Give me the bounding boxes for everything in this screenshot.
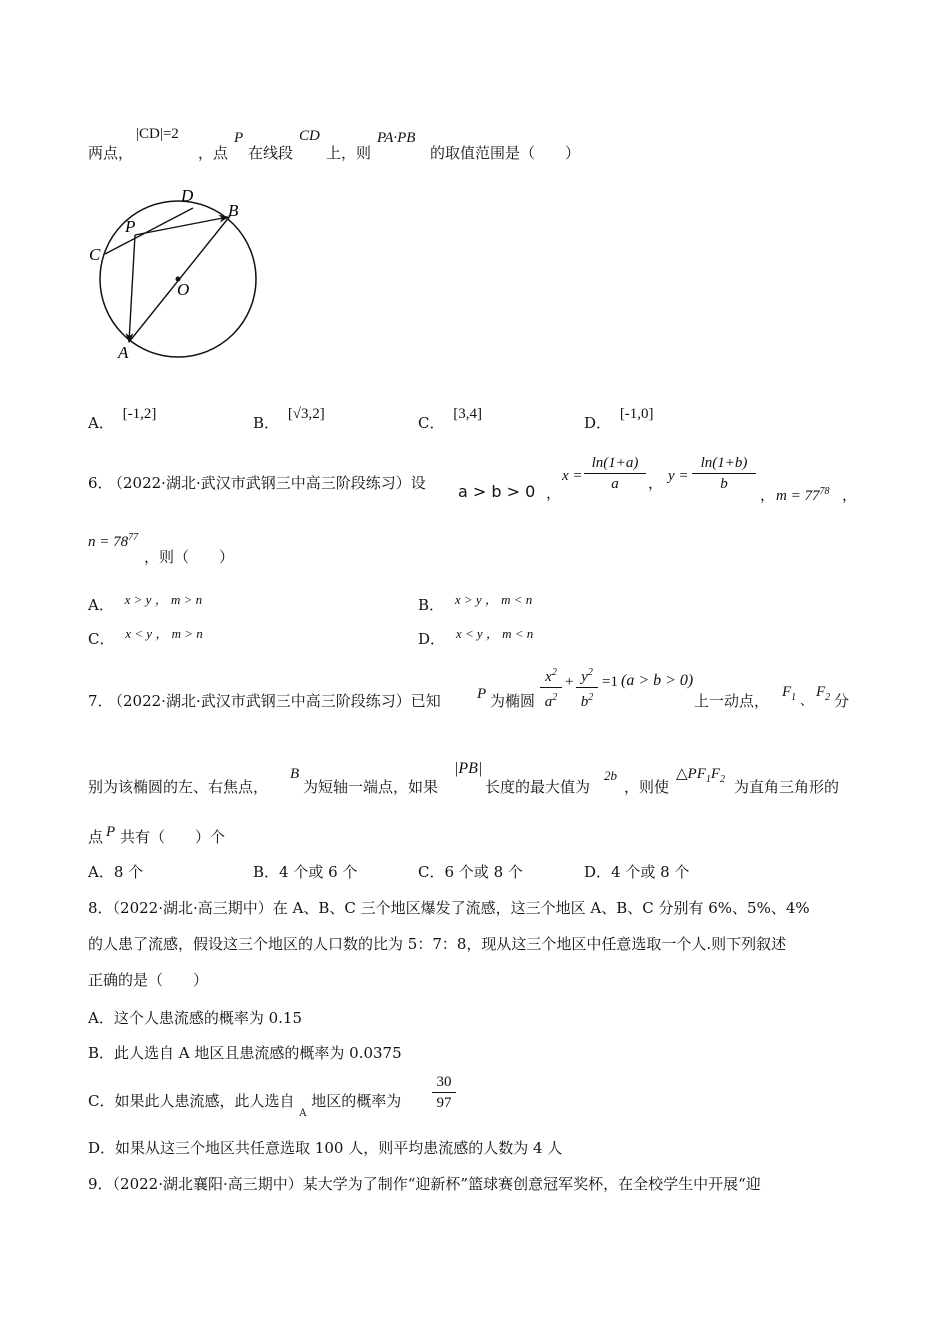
n-base: n = 78: [88, 534, 129, 550]
option-letter: D．: [584, 414, 612, 432]
q6-comma: ，: [546, 484, 562, 502]
q7-option-b[interactable]: [253, 861, 357, 882]
q6-option-d[interactable]: [418, 626, 534, 649]
q7-source: （2022·湖北·武汉市武钢三中高三阶段练习）已知: [108, 692, 441, 710]
q7-option-a[interactable]: [88, 861, 143, 882]
option-value: [-1,0]: [619, 406, 654, 422]
q5-dot-product: PA·PB: [377, 130, 416, 146]
q7-line2e: 为直角三角形的: [734, 778, 840, 796]
q6-source: （2022·湖北·武汉市武钢三中高三阶段练习）设: [108, 474, 426, 492]
option-letter: D．: [584, 863, 612, 881]
q5-mid1: ，点: [198, 144, 229, 162]
option-letter: C．: [418, 863, 445, 881]
vector-pb: [135, 217, 228, 235]
fraction-denominator: 97: [436, 1095, 452, 1111]
fraction-bar: [432, 1092, 456, 1093]
q6-tail: ，则（ ）: [144, 548, 235, 566]
option-letter: A．: [88, 596, 114, 614]
q6-option-a[interactable]: [88, 592, 203, 615]
q5-segment-cd: CD: [299, 128, 320, 144]
chord-cd: [105, 208, 193, 254]
option-letter: A．: [88, 863, 114, 881]
q6-option-c[interactable]: [88, 626, 203, 649]
q7-point-b: B: [290, 766, 300, 782]
label-b: B: [228, 201, 239, 220]
y-var: y: [581, 669, 588, 685]
fraction-bar: [692, 473, 756, 474]
q7-eq: =1: [602, 674, 618, 690]
q5-option-c[interactable]: [418, 406, 483, 433]
circle-diagram: [85, 180, 270, 365]
q5-suffix: 的取值范围是（ ）: [430, 144, 581, 162]
label-p: P: [125, 217, 136, 236]
m-exponent: 78: [819, 486, 830, 497]
q6-option-b[interactable]: [418, 592, 533, 615]
q6-comma-2: ，: [648, 474, 664, 492]
q8-option-a[interactable]: A．这个人患流感的概率为 0.15: [88, 1009, 303, 1027]
q8-option-c[interactable]: [88, 1090, 402, 1119]
q7-f2: $F_2$: [816, 684, 831, 703]
option-letter: B．: [418, 596, 445, 614]
option-c-mid: 地区的概率为: [311, 1092, 402, 1110]
option-value: 8 个: [113, 863, 144, 881]
q7-pb: |PB|: [454, 760, 483, 777]
q7-condition: (a > b > 0): [621, 672, 694, 689]
fraction-numerator: ln(1+a): [591, 455, 639, 471]
q6-number: 6．: [88, 474, 113, 492]
q7-text2: 上一动点，: [694, 692, 770, 710]
q6-y-fraction: [692, 454, 756, 493]
q7-line2a: 别为该椭圆的左、右焦点，: [88, 778, 269, 796]
a-var: a: [544, 694, 553, 710]
q6-x-fraction: [584, 454, 646, 493]
q7-line2b: 为短轴一端点，如果: [303, 778, 439, 796]
q5-option-b[interactable]: [253, 406, 325, 433]
q8-fraction: [432, 1073, 456, 1112]
option-value: [-1,2]: [122, 406, 157, 422]
option-letter: D．: [418, 630, 446, 648]
n-exponent: 77: [128, 532, 139, 543]
q7-2b: 2b: [604, 768, 617, 783]
fraction-numerator: 30: [436, 1074, 452, 1090]
q7-fen: 分: [834, 692, 850, 710]
q5-mid2: 在线段: [248, 144, 294, 162]
q6-y-lhs: y =: [668, 468, 689, 484]
option-value: x < y ， m < n: [455, 626, 534, 641]
option-value: x > y ， m < n: [454, 592, 533, 607]
option-letter: C．: [88, 630, 115, 648]
label-c: C: [89, 245, 101, 264]
option-letter: C．: [418, 414, 445, 432]
q8-line3: 正确的是（ ）: [88, 971, 209, 989]
q7-option-c[interactable]: [418, 861, 523, 882]
option-value: x < y ， m > n: [125, 626, 203, 641]
option-value: 4 个或 8 个: [611, 863, 690, 881]
q8-line1: 8．（2022·湖北·高三期中）在 A、B、C 三个地区爆发了流感，这三个地区 A、B、C 分别有 6%、5%、4%: [88, 899, 810, 917]
q5-cd-length: |CD|=2: [136, 126, 179, 142]
q7-line2d: ，则使: [624, 778, 670, 796]
q8-option-b[interactable]: B．此人选自 A 地区且患流感的概率为 0.0375: [88, 1044, 402, 1062]
q7-text1: 为椭圆: [490, 692, 536, 710]
option-c-prefix: C．如果此人患流感，此人选自: [88, 1092, 295, 1110]
q5-option-a[interactable]: [88, 406, 157, 433]
q7-x-fraction: $x^2$ $a^2$: [540, 664, 562, 711]
q8-option-d[interactable]: D．如果从这三个地区共任意选取 100 人，则平均患流感的人数为 4 人: [88, 1139, 563, 1157]
option-letter: B．: [253, 863, 280, 881]
fraction-denominator: a: [611, 476, 619, 492]
q5-option-d[interactable]: [584, 406, 654, 433]
q7-number: 7．: [88, 692, 113, 710]
q6-m-definition: [776, 486, 829, 505]
q6-x-lhs: x =: [562, 468, 583, 484]
option-value: 6 个或 8 个: [444, 863, 523, 881]
q7-option-d[interactable]: [584, 861, 689, 882]
q6-comma-4: ，: [842, 486, 858, 504]
q9-line1: 9．（2022·湖北襄阳·高三期中）某大学为了制作“迎新杯”篮球赛创意冠军奖杯，在全校学生中开展“迎: [88, 1175, 761, 1193]
q6-n-definition: [88, 532, 138, 551]
option-value: x > y ， m > n: [124, 592, 203, 607]
option-value: 4 个或 6 个: [279, 863, 358, 881]
q6-condition: a > b > 0: [458, 482, 536, 501]
q7-point-p-2: P: [106, 824, 116, 840]
q7-line3: 点: [88, 828, 104, 846]
q5-mid3: 上，则: [326, 144, 372, 162]
option-letter: A．: [88, 414, 114, 432]
fraction-bar: [584, 473, 646, 474]
b-var: b: [580, 694, 589, 710]
q5-prefix: 两点，: [88, 144, 134, 162]
q6-comma-3: ，: [760, 486, 776, 504]
option-c-sub: A: [299, 1108, 307, 1119]
q7-triangle: $\triangle PF_1F_2$: [676, 766, 726, 785]
fraction-denominator: b: [720, 476, 728, 492]
option-value: [√3,2]: [287, 406, 325, 422]
option-letter: B．: [253, 414, 280, 432]
q7-line3b: 共有（ ）个: [120, 828, 226, 846]
q8-line2: 的人患了流感，假设这三个地区的人口数的比为 5：7：8，现从这三个地区中任意选取一个人.则下列叙述: [88, 935, 787, 953]
q5-point-p: P: [234, 130, 244, 146]
fraction-numerator: ln(1+b): [700, 455, 748, 471]
x-var: x: [545, 669, 552, 685]
q7-point-p: P: [477, 686, 487, 702]
q7-f1: $F_1$: [782, 684, 797, 703]
label-o: O: [177, 280, 190, 299]
label-d: D: [181, 186, 194, 205]
option-value: [3,4]: [453, 406, 483, 422]
q7-line2c: 长度的最大值为: [485, 778, 591, 796]
q7-y-fraction: $y^2$ $b^2$: [576, 664, 598, 711]
label-a: A: [118, 343, 129, 362]
vector-pa: [129, 235, 135, 342]
m-base: m = 77: [776, 488, 820, 504]
